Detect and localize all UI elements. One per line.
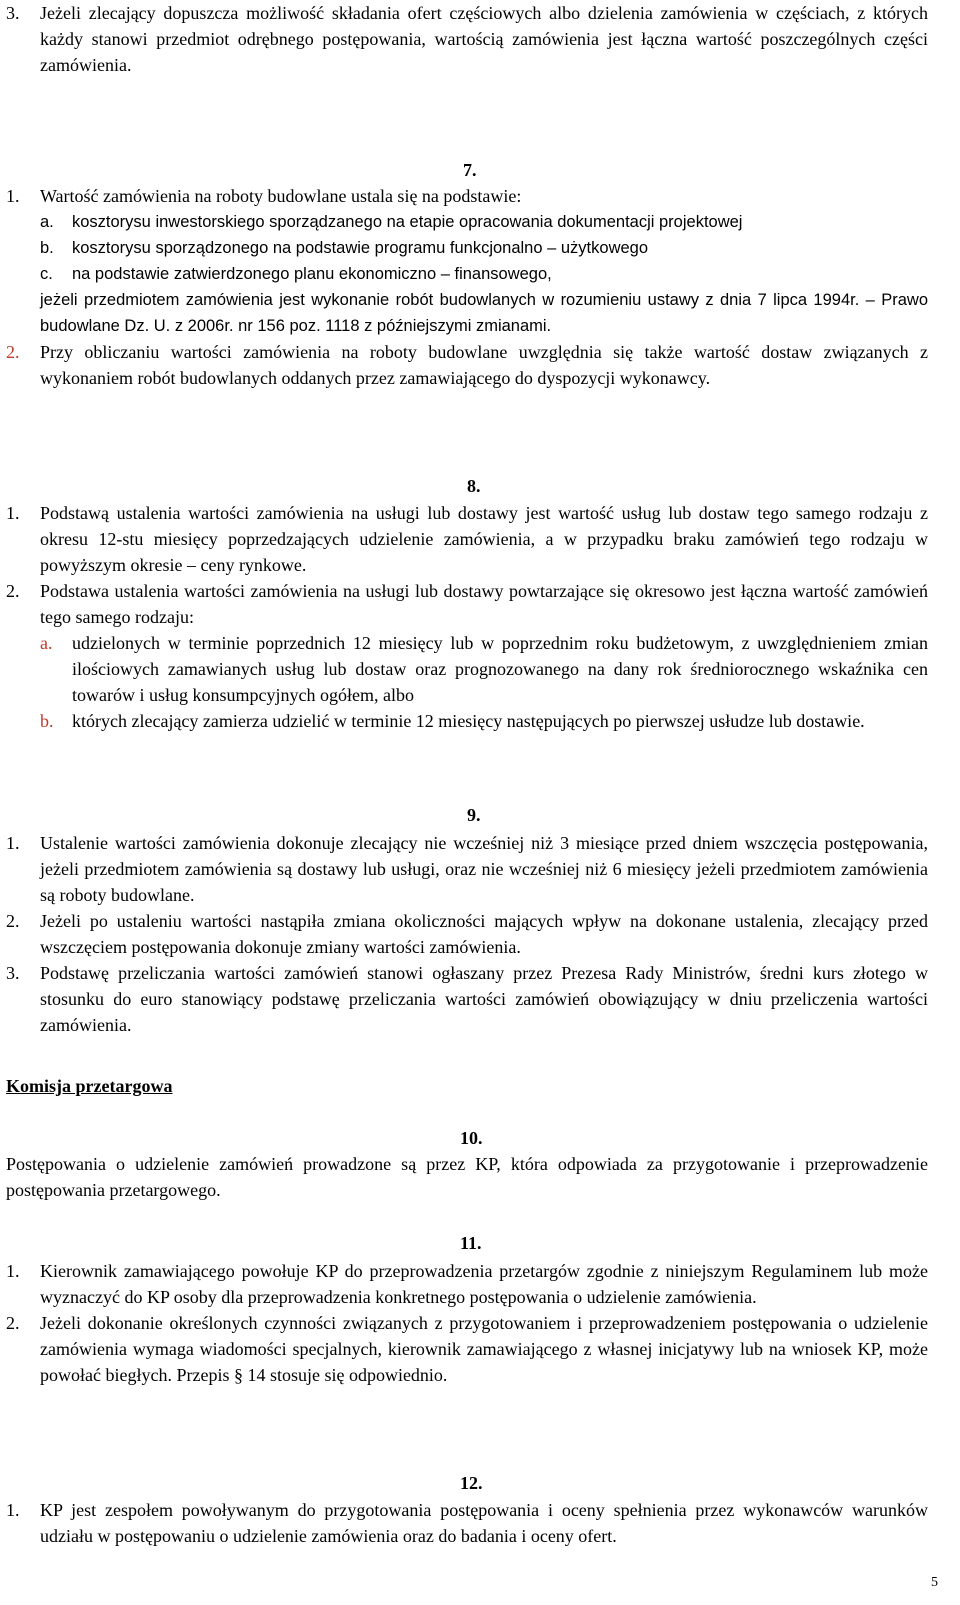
page-number: 5 (931, 1575, 938, 1590)
section-9-body (0, 830, 960, 1038)
sub-letter: b. (40, 711, 54, 731)
sub-text: na podstawie zatwierdzonego planu ekonomiczno – finansowego, (72, 265, 552, 283)
item-text: Kierownik zamawiającego powołuje KP do przeprowadzenia przetargów zgodnie z niniejszym Regulaminem lub może wyznaczyć do KP osoby dla przeprowadzenia konkretnego postępowania o udzielenie zamówienia. (40, 1261, 928, 1307)
section-8-body (0, 500, 960, 734)
sub-letter: b. (40, 239, 54, 257)
section-10-text: Postępowania o udzielenie zamówień prowadzone są przez KP, która odpowiada za przygotowanie i przeprowadzenie postępowania przetargowego. (6, 1154, 928, 1200)
item-number: 2. (6, 1313, 20, 1333)
item-text: Ustalenie wartości zamówienia dokonuje zlecający nie wcześniej niż 3 miesiące przed dniem wszczęcia postępowania, jeżeli przedmiotem zamówienia są dostawy lub usługi, oraz nie wcześniej niż 6 miesięcy jeżeli przedmiotem zamówienia są roboty budowlane. (40, 833, 928, 905)
sub-letter: a. (40, 633, 53, 653)
section-9-title: 9. (467, 805, 481, 825)
section-8-title: 8. (467, 476, 481, 496)
item-text: Przy obliczaniu wartości zamówienia na roboty budowlane uwzględnia się także wartość dostaw związanych z wykonaniem robót budowlanych oddanych przez zamawiającego do dyspozycji wykonawcy. (40, 342, 928, 388)
sub-text: kosztorysu sporządzonego na podstawie programu funkcjonalno – użytkowego (72, 239, 649, 257)
sub-text: kosztorysu inwestorskiego sporządzanego na etapie opracowania dokumentacji projektowej (72, 213, 743, 231)
item-text: Jeżeli dokonanie określonych czynności związanych z przygotowaniem i przeprowadzeniem postępowania o udzielenie zamówienia wymaga wiadomości specjalnych, kierownik zamawiającego z własnej inicjatywy lub na wniosek KP, może powołać biegłych. Przepis § 14 stosuje się odpowiednio. (40, 1313, 928, 1385)
sub-letter: c. (40, 265, 53, 283)
sub-text: udzielonych w terminie poprzednich 12 miesięcy lub w poprzednim roku budżetowym, z uwzględnieniem zmian ilościowych zamawianych usług lub dostaw oraz prognozowanego na dany rok średniorocznego wskaźnika cen towarów i usług konsumpcyjnych ogółem, albo (72, 633, 928, 705)
section-11-body (0, 1258, 960, 1388)
item-number: 1. (6, 503, 20, 523)
item-number: 3. (6, 3, 20, 23)
item-text: Podstawą ustalenia wartości zamówienia na usługi lub dostawy jest wartość usług lub dostaw tego samego rodzaju z okresu 12-stu miesięcy poprzedzających udzielenie zamówienia, a w przypadku braku zamówień tego rodzaju w powyższym okresie – ceny rynkowe. (40, 503, 928, 575)
section-7-title: 7. (463, 160, 477, 180)
section-10-title: 10. (460, 1128, 483, 1148)
section-12-body (0, 1497, 960, 1549)
item-text: Podstawa ustalenia wartości zamówienia na usługi lub dostawy powtarzające się okresowo jest łączna wartość zamówień tego samego rodzaju: (40, 581, 928, 627)
item-number: 2. (6, 342, 20, 362)
item-number: 2. (6, 911, 20, 931)
sub-text: których zlecający zamierza udzielić w terminie 12 miesięcy następujących po pierwszej usłudze lub dostawie. (72, 711, 865, 731)
item-number: 1. (6, 186, 20, 206)
paragraph-3 (0, 0, 960, 78)
section-11-title: 11. (460, 1233, 482, 1253)
section-7-body (0, 183, 960, 391)
item-number: 1. (6, 1261, 20, 1281)
item-text: KP jest zespołem powoływanym do przygotowania postępowania i oceny spełnienia przez wykonawców warunków udziału w postępowaniu o udzielenie zamówienia oraz do badania i oceny ofert. (40, 1500, 928, 1546)
sub-text-continued: jeżeli przedmiotem zamówienia jest wykonanie robót budowlanych w rozumieniu ustawy z dnia 7 lipca 1994r. – Prawo budowlane Dz. U. z 2006r. nr 156 poz. 1118 z późniejszymi zmianami. (40, 291, 928, 335)
item-text: Wartość zamówienia na roboty budowlane ustala się na podstawie: (40, 186, 522, 206)
section-12-title: 12. (460, 1473, 483, 1493)
item-number: 3. (6, 963, 20, 983)
item-text: Jeżeli po ustaleniu wartości nastąpiła zmiana okoliczności mających wpływ na dokonane ustalenia, zlecający przed wszczęciem postępowania dokonuje zmiany wartości zamówienia. (40, 911, 928, 957)
item-number: 1. (6, 1500, 20, 1520)
item-text: Podstawę przeliczania wartości zamówień stanowi ogłaszany przez Prezesa Rady Ministrów, średni kurs złotego w stosunku do euro stanowiący podstawę przeliczania wartości zamówień obowiązujący w dniu przeliczenia wartości zamówienia. (40, 963, 928, 1035)
heading-komisja: Komisja przetargowa (6, 1076, 173, 1096)
item-number: 2. (6, 581, 20, 601)
item-number: 1. (6, 833, 20, 853)
item-text: Jeżeli zlecający dopuszcza możliwość składania ofert częściowych albo dzielenia zamówienia w częściach, z których każdy stanowi przedmiot odrębnego postępowania, wartością zamówienia jest łączna wartość poszczególnych części zamówienia. (40, 3, 928, 75)
sub-letter: a. (40, 213, 54, 231)
